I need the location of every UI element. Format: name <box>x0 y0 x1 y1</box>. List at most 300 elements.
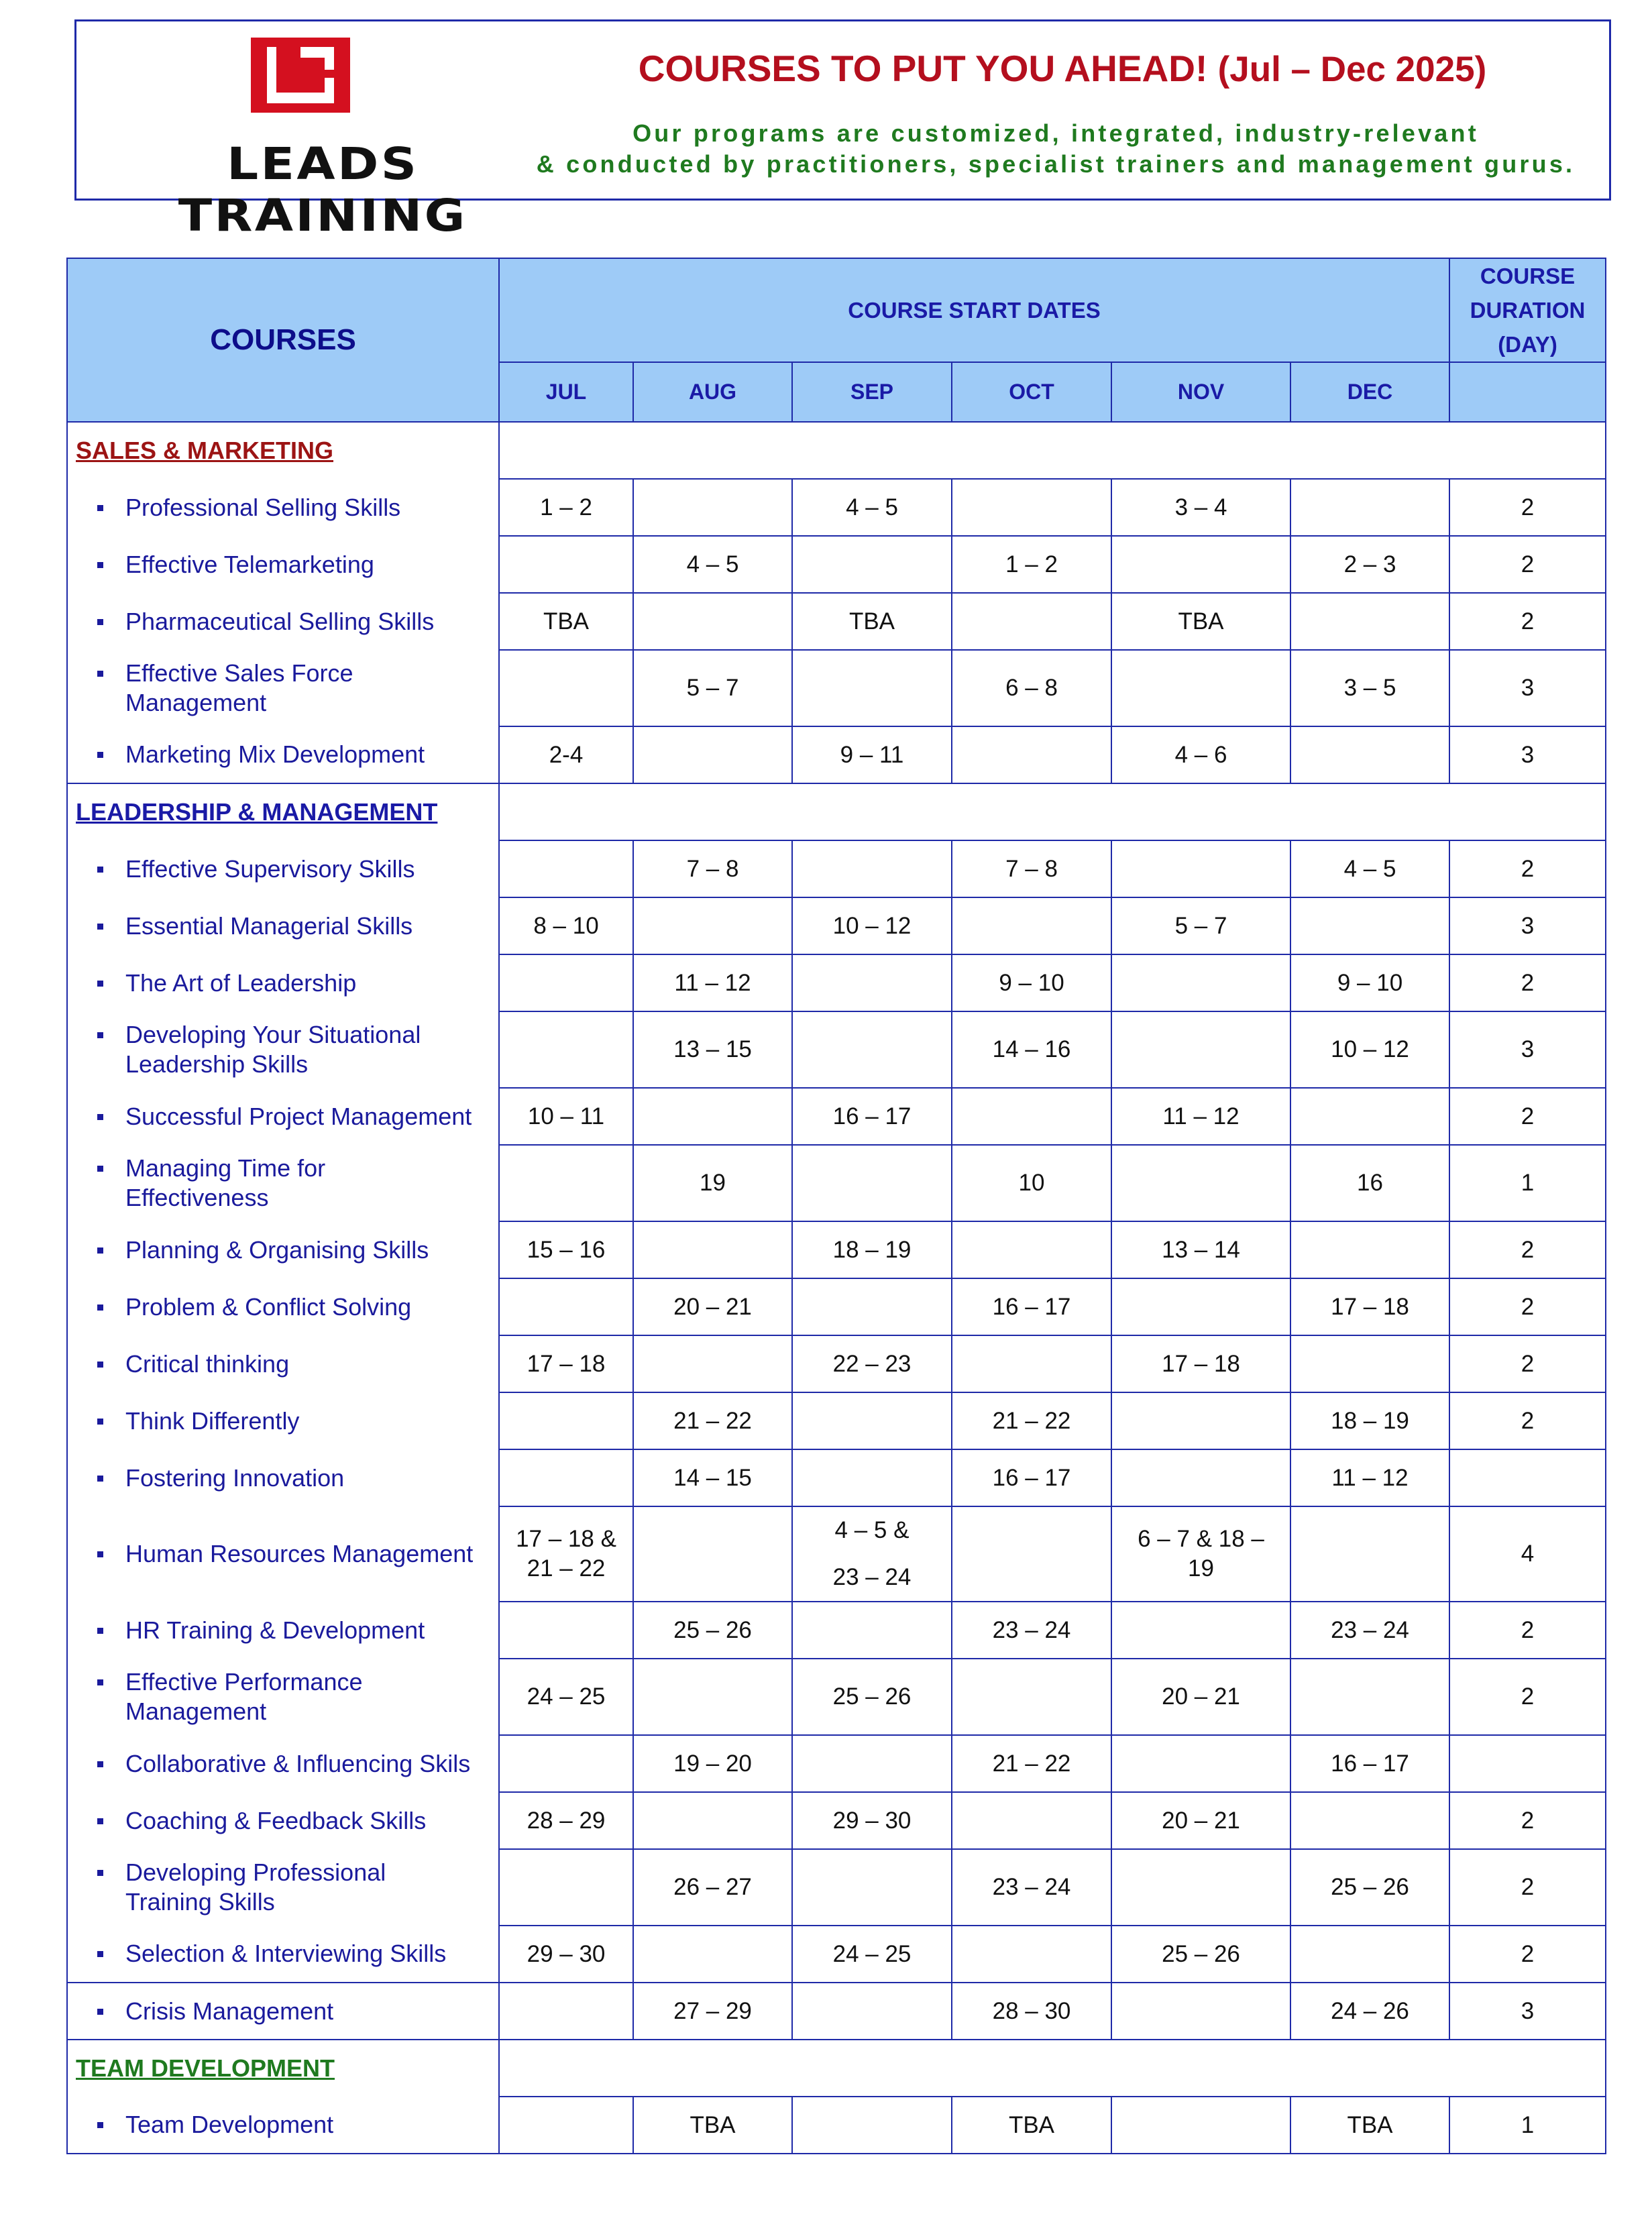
bullet-icon <box>97 1362 103 1368</box>
date-cell-dec <box>1290 1792 1449 1849</box>
bullet-icon <box>97 1166 103 1172</box>
course-row <box>67 1506 1606 1602</box>
course-date: 23 – 24 <box>992 1616 1071 1643</box>
duration-header-line-3: (DAY) <box>1498 332 1557 357</box>
course-date: 22 – 23 <box>832 1350 912 1377</box>
date-cell-sep <box>792 536 952 593</box>
course-date: 23 – 24 <box>1331 1616 1409 1643</box>
date-cell-dec <box>1290 1659 1449 1735</box>
date-cell-sep <box>792 1659 952 1735</box>
course-date: 4 – 5 <box>1343 855 1396 882</box>
course-row <box>67 1221 1606 1278</box>
date-cell-dec <box>1290 840 1449 897</box>
course-duration: 2 <box>1449 1926 1606 1983</box>
bullet-icon <box>97 671 103 677</box>
course-date: 16 – 17 <box>832 1103 912 1129</box>
course-date: 8 – 10 <box>533 912 599 939</box>
course-date: 17 – 18 <box>1162 1350 1240 1377</box>
course-name: Think Differently <box>125 1406 300 1435</box>
date-cell-dec <box>1290 1335 1449 1392</box>
course-name-cell <box>67 954 499 1011</box>
date-cell-oct <box>952 1392 1111 1449</box>
date-cell-oct <box>952 1735 1111 1792</box>
course-name: Collaborative & Influencing Skils <box>125 1749 471 1777</box>
course-duration: 3 <box>1449 650 1606 726</box>
course-row <box>67 536 1606 593</box>
date-cell-aug <box>633 1335 792 1392</box>
tagline-line-1: Our programs are customized, integrated, industry-relevant <box>632 119 1479 147</box>
month-header-aug: AUG <box>633 362 792 422</box>
course-name-cell <box>67 536 499 593</box>
date-cell-oct <box>952 650 1111 726</box>
course-duration: 2 <box>1449 1659 1606 1735</box>
category-row <box>67 783 1606 840</box>
date-cell-dec <box>1290 1926 1449 1983</box>
course-date: 16 – 17 <box>992 1293 1071 1320</box>
date-cell-aug <box>633 1278 792 1335</box>
course-date: 19 – 20 <box>673 1750 752 1777</box>
date-cell-aug <box>633 536 792 593</box>
month-header-sep: SEP <box>792 362 952 422</box>
date-cell-aug <box>633 1392 792 1449</box>
bullet-icon <box>97 867 103 873</box>
course-date: 9 – 10 <box>999 969 1064 996</box>
course-date: 10 <box>1018 1170 1045 1196</box>
date-cell-oct <box>952 2097 1111 2154</box>
course-name: Planning & Organising Skills <box>125 1235 429 1264</box>
course-row <box>67 726 1606 783</box>
duration-header-line-2: DURATION <box>1470 298 1586 323</box>
course-name: Effective Telemarketing <box>125 550 374 578</box>
course-name: Pharmaceutical Selling Skills <box>125 607 435 635</box>
course-name: HR Training & Development <box>125 1616 425 1644</box>
course-date: 21 – 22 <box>527 1555 606 1581</box>
date-cell-jul <box>499 650 633 726</box>
course-date: TBA <box>543 608 590 634</box>
course-date: 4 – 5 <box>686 551 739 577</box>
date-cell-jul <box>499 593 633 650</box>
bullet-icon <box>97 2009 103 2015</box>
date-cell-aug <box>633 897 792 954</box>
date-cell-oct <box>952 1449 1111 1506</box>
category-name-cell <box>67 422 499 479</box>
leads-training-logo <box>90 30 506 241</box>
date-cell-jul <box>499 1088 633 1145</box>
date-cell-dec <box>1290 1449 1449 1506</box>
date-cell-oct <box>952 1926 1111 1983</box>
date-cell-dec <box>1290 536 1449 593</box>
date-cell-nov <box>1111 1011 1290 1088</box>
date-cell-sep <box>792 1849 952 1926</box>
course-name-cell <box>67 1449 499 1506</box>
bullet-icon <box>97 1761 103 1767</box>
course-row <box>67 1011 1606 1088</box>
course-date: 9 – 11 <box>840 741 904 768</box>
course-date: 16 – 17 <box>992 1464 1071 1491</box>
course-date: 10 – 12 <box>1331 1036 1409 1062</box>
course-duration: 2 <box>1449 479 1606 536</box>
date-cell-sep <box>792 2097 952 2154</box>
bullet-icon <box>97 562 103 568</box>
course-date: 4 – 5 & <box>834 1517 910 1543</box>
date-cell-aug <box>633 1983 792 2040</box>
course-date: 7 – 8 <box>1005 855 1058 882</box>
course-date: 29 – 30 <box>527 1940 606 1967</box>
date-cell-dec <box>1290 1088 1449 1145</box>
date-cell-nov <box>1111 1392 1290 1449</box>
course-date: 14 – 16 <box>992 1036 1071 1062</box>
course-date: 16 – 17 <box>1331 1750 1409 1777</box>
date-cell-oct <box>952 840 1111 897</box>
date-cell-oct <box>952 1278 1111 1335</box>
course-date: 24 – 26 <box>1331 1997 1409 2024</box>
date-cell-oct <box>952 1145 1111 1221</box>
course-date: TBA <box>1347 2111 1393 2138</box>
date-cell-oct <box>952 479 1111 536</box>
date-cell-aug <box>633 1849 792 1926</box>
date-cell-nov <box>1111 1506 1290 1602</box>
course-date: 21 – 22 <box>673 1407 752 1434</box>
course-duration: 3 <box>1449 897 1606 954</box>
course-date: 11 – 12 <box>1162 1103 1240 1129</box>
category-heading: SALES & MARKETING <box>76 437 334 464</box>
course-date: TBA <box>690 2111 736 2138</box>
month-header-nov: NOV <box>1111 362 1290 422</box>
course-name-cell <box>67 1926 499 1983</box>
course-row <box>67 1392 1606 1449</box>
course-name: Problem & Conflict Solving <box>125 1292 412 1321</box>
date-cell-oct <box>952 897 1111 954</box>
date-cell-oct <box>952 1983 1111 2040</box>
date-cell-aug <box>633 479 792 536</box>
course-date: 24 – 25 <box>832 1940 912 1967</box>
bullet-icon <box>97 1476 103 1482</box>
course-date: 25 – 26 <box>1162 1940 1240 1967</box>
category-empty-cell <box>499 2040 1606 2097</box>
course-date: 17 – 18 & <box>516 1526 616 1552</box>
date-cell-oct <box>952 536 1111 593</box>
course-date: 6 – 7 & 18 – <box>1138 1526 1264 1552</box>
course-duration: 1 <box>1449 2097 1606 2154</box>
course-name: Leadership Skills <box>125 1050 309 1078</box>
date-cell-aug <box>633 1145 792 1221</box>
date-cell-dec <box>1290 1735 1449 1792</box>
date-cell-sep <box>792 1602 952 1659</box>
date-cell-oct <box>952 1088 1111 1145</box>
date-cell-sep <box>792 1449 952 1506</box>
date-cell-sep <box>792 1506 952 1602</box>
course-duration: 2 <box>1449 593 1606 650</box>
date-cell-dec <box>1290 1602 1449 1659</box>
course-name: Human Resources Management <box>125 1540 474 1567</box>
date-cell-jul <box>499 479 633 536</box>
bullet-icon <box>97 1628 103 1634</box>
course-name: Developing Your Situational <box>125 1021 421 1048</box>
course-name: Essential Managerial Skills <box>125 911 413 940</box>
date-cell-nov <box>1111 479 1290 536</box>
course-name-cell <box>67 1983 499 2040</box>
course-name-cell <box>67 1088 499 1145</box>
course-date: 25 – 26 <box>832 1683 912 1710</box>
date-cell-dec <box>1290 593 1449 650</box>
tagline-line-2: & conducted by practitioners, specialist trainers and management gurus. <box>536 150 1576 178</box>
course-date: 17 – 18 <box>527 1350 606 1377</box>
course-name-cell <box>67 650 499 726</box>
bullet-icon <box>97 1551 103 1557</box>
course-name-cell <box>67 1506 499 1602</box>
date-cell-nov <box>1111 2097 1290 2154</box>
date-cell-aug <box>633 1926 792 1983</box>
course-name-cell <box>67 897 499 954</box>
course-date: 9 – 10 <box>1337 969 1403 996</box>
date-cell-sep <box>792 1221 952 1278</box>
bullet-icon <box>97 619 103 625</box>
date-cell-sep <box>792 1926 952 1983</box>
date-cell-jul <box>499 1926 633 1983</box>
course-duration: 2 <box>1449 954 1606 1011</box>
course-name-cell <box>67 1392 499 1449</box>
course-duration: 1 <box>1449 1145 1606 1221</box>
bullet-icon <box>97 752 103 758</box>
course-row <box>67 1659 1606 1735</box>
course-date: 24 – 25 <box>527 1683 606 1710</box>
course-duration: 2 <box>1449 1602 1606 1659</box>
course-row <box>67 840 1606 897</box>
course-date: TBA <box>848 608 895 634</box>
course-name-cell <box>67 593 499 650</box>
course-name-cell <box>67 2097 499 2154</box>
course-date: 19 <box>1188 1555 1214 1581</box>
date-cell-jul <box>499 840 633 897</box>
course-row <box>67 593 1606 650</box>
date-cell-jul <box>499 1506 633 1602</box>
course-name: Effective Supervisory Skills <box>125 854 415 883</box>
course-duration: 2 <box>1449 1221 1606 1278</box>
title-period: (Jul – Dec 2025) <box>1217 50 1487 89</box>
bullet-icon <box>97 505 103 511</box>
date-cell-dec <box>1290 954 1449 1011</box>
course-name-cell <box>67 1278 499 1335</box>
category-heading: LEADERSHIP & MANAGEMENT <box>76 798 438 826</box>
bullet-icon <box>97 1114 103 1120</box>
course-name: Team Development <box>125 2111 334 2138</box>
date-cell-oct <box>952 1792 1111 1849</box>
month-header-dec: DEC <box>1290 362 1449 422</box>
course-row <box>67 1735 1606 1792</box>
course-name: Marketing Mix Development <box>125 740 425 768</box>
course-name-cell <box>67 726 499 783</box>
course-date: 19 <box>700 1170 726 1196</box>
date-cell-sep <box>792 726 952 783</box>
course-name: Successful Project Management <box>125 1102 472 1130</box>
course-date: 23 – 24 <box>832 1564 912 1590</box>
date-cell-dec <box>1290 1145 1449 1221</box>
logo-mark-icon <box>251 38 350 113</box>
date-cell-aug <box>633 650 792 726</box>
date-cell-aug <box>633 726 792 783</box>
date-cell-jul <box>499 1792 633 1849</box>
date-cell-dec <box>1290 897 1449 954</box>
brand-name: LEADS TRAINING <box>178 138 467 241</box>
course-date: TBA <box>1178 608 1224 634</box>
date-cell-dec <box>1290 1278 1449 1335</box>
course-date: 4 – 5 <box>846 494 898 520</box>
date-cell-sep <box>792 593 952 650</box>
date-cell-jul <box>499 726 633 783</box>
course-name: Training Skills <box>125 1888 275 1916</box>
date-cell-jul <box>499 1221 633 1278</box>
course-date: 14 – 15 <box>673 1464 752 1491</box>
date-cell-nov <box>1111 1849 1290 1926</box>
bullet-icon <box>97 981 103 987</box>
date-cell-jul <box>499 1278 633 1335</box>
date-cell-sep <box>792 897 952 954</box>
course-date: 18 – 19 <box>1331 1407 1409 1434</box>
date-cell-nov <box>1111 1088 1290 1145</box>
category-name-cell <box>67 2040 499 2097</box>
date-cell-jul <box>499 1145 633 1221</box>
course-name-cell <box>67 1335 499 1392</box>
date-cell-dec <box>1290 1221 1449 1278</box>
date-cell-oct <box>952 1506 1111 1602</box>
date-cell-aug <box>633 2097 792 2154</box>
date-cell-nov <box>1111 593 1290 650</box>
course-date: 23 – 24 <box>992 1874 1071 1900</box>
course-duration: 3 <box>1449 726 1606 783</box>
course-duration <box>1449 1449 1606 1506</box>
course-date: 20 – 21 <box>1162 1807 1240 1834</box>
date-cell-nov <box>1111 1335 1290 1392</box>
course-date: 11 – 12 <box>1331 1464 1409 1491</box>
date-cell-jul <box>499 1849 633 1926</box>
date-cell-nov <box>1111 1983 1290 2040</box>
course-row <box>67 1088 1606 1145</box>
month-header-jul: JUL <box>499 362 633 422</box>
date-cell-aug <box>633 954 792 1011</box>
courses-column-header: COURSES <box>67 258 499 422</box>
course-name: Crisis Management <box>125 1997 334 2025</box>
course-name-cell <box>67 1221 499 1278</box>
category-row <box>67 422 1606 479</box>
start-dates-header: COURSE START DATES <box>499 258 1449 362</box>
course-duration: 2 <box>1449 1849 1606 1926</box>
date-cell-oct <box>952 1011 1111 1088</box>
course-duration: 3 <box>1449 1011 1606 1088</box>
date-cell-nov <box>1111 1659 1290 1735</box>
course-duration: 2 <box>1449 536 1606 593</box>
course-name: Management <box>125 1698 267 1725</box>
date-cell-dec <box>1290 2097 1449 2154</box>
course-name: Effective Sales Force <box>125 659 353 687</box>
category-name-cell <box>67 783 499 840</box>
course-date: 10 – 11 <box>527 1103 605 1129</box>
course-name-cell <box>67 479 499 536</box>
course-date: 1 – 2 <box>540 494 592 520</box>
course-duration: 2 <box>1449 1088 1606 1145</box>
date-cell-nov <box>1111 897 1290 954</box>
date-cell-oct <box>952 1602 1111 1659</box>
course-date: 7 – 8 <box>686 855 739 882</box>
date-cell-nov <box>1111 1221 1290 1278</box>
course-date: 6 – 8 <box>1005 675 1058 701</box>
course-row <box>67 1449 1606 1506</box>
course-date: 29 – 30 <box>832 1807 912 1834</box>
course-row <box>67 1602 1606 1659</box>
date-cell-oct <box>952 954 1111 1011</box>
course-name-cell <box>67 1792 499 1849</box>
date-cell-oct <box>952 1659 1111 1735</box>
category-heading: TEAM DEVELOPMENT <box>76 2054 335 2082</box>
date-cell-jul <box>499 1011 633 1088</box>
course-date: 21 – 22 <box>992 1750 1071 1777</box>
date-cell-sep <box>792 1088 952 1145</box>
date-cell-nov <box>1111 954 1290 1011</box>
course-name: Effective Performance <box>125 1668 363 1696</box>
date-cell-nov <box>1111 536 1290 593</box>
course-name-cell <box>67 1145 499 1221</box>
date-cell-nov <box>1111 1602 1290 1659</box>
date-cell-oct <box>952 726 1111 783</box>
bullet-icon <box>97 1305 103 1311</box>
course-duration: 2 <box>1449 1792 1606 1849</box>
course-name-cell <box>67 1602 499 1659</box>
course-row <box>67 1792 1606 1849</box>
date-cell-sep <box>792 1735 952 1792</box>
date-cell-jul <box>499 954 633 1011</box>
course-name: Professional Selling Skills <box>125 493 401 521</box>
date-cell-jul <box>499 1659 633 1735</box>
date-cell-dec <box>1290 650 1449 726</box>
date-cell-dec <box>1290 479 1449 536</box>
course-date: 13 – 14 <box>1162 1236 1240 1263</box>
course-date: 28 – 30 <box>992 1997 1071 2024</box>
date-cell-aug <box>633 1221 792 1278</box>
course-name: Managing Time for <box>125 1154 326 1182</box>
date-cell-jul <box>499 1335 633 1392</box>
course-name-cell <box>67 1659 499 1735</box>
date-cell-nov <box>1111 840 1290 897</box>
course-row <box>67 479 1606 536</box>
date-cell-jul <box>499 1983 633 2040</box>
bullet-icon <box>97 2122 103 2128</box>
course-name: Critical thinking <box>125 1349 290 1378</box>
course-date: 21 – 22 <box>992 1407 1071 1434</box>
course-duration <box>1449 1735 1606 1792</box>
date-cell-aug <box>633 840 792 897</box>
date-cell-aug <box>633 1735 792 1792</box>
course-duration: 4 <box>1449 1506 1606 1602</box>
course-date: 28 – 29 <box>527 1807 606 1834</box>
category-empty-cell <box>499 783 1606 840</box>
course-name: Selection & Interviewing Skills <box>125 1940 447 1967</box>
course-name: Fostering Innovation <box>125 1463 345 1492</box>
date-cell-oct <box>952 1849 1111 1926</box>
header-box <box>74 19 1611 241</box>
duration-header-blank <box>1449 362 1606 422</box>
course-duration: 2 <box>1449 840 1606 897</box>
course-date: 1 – 2 <box>1005 551 1058 577</box>
course-date: 2 – 3 <box>1343 551 1396 577</box>
course-date: 25 – 26 <box>1331 1874 1409 1900</box>
duration-header <box>1449 258 1606 362</box>
title-main: COURSES TO PUT YOU AHEAD! <box>638 48 1208 89</box>
date-cell-sep <box>792 1983 952 2040</box>
date-cell-jul <box>499 1449 633 1506</box>
date-cell-sep <box>792 1392 952 1449</box>
course-name: Developing Professional <box>125 1858 386 1886</box>
course-date: 16 <box>1357 1170 1383 1196</box>
bullet-icon <box>97 1951 103 1957</box>
